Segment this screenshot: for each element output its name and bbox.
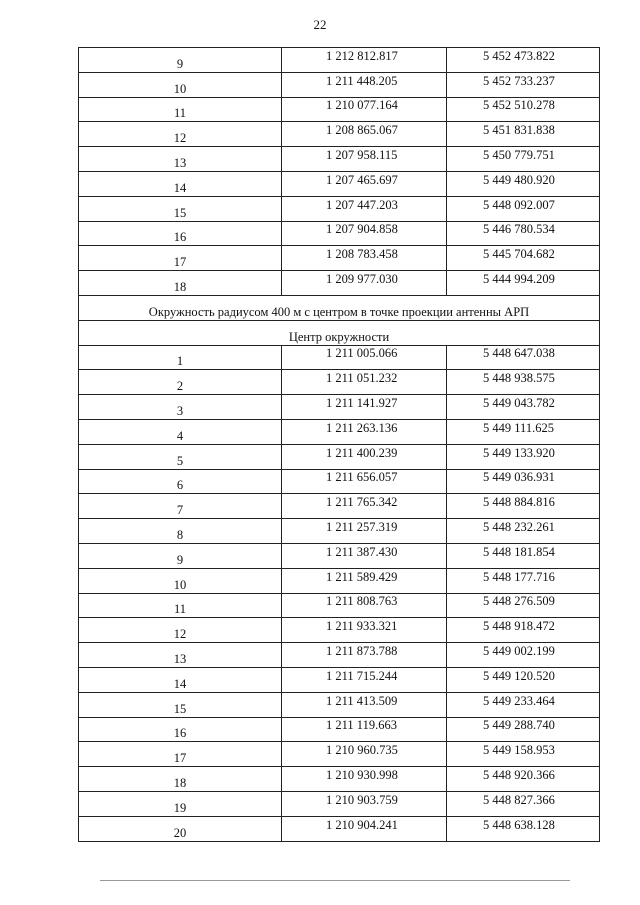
x-coordinate: 1 210 904.241 <box>326 817 398 832</box>
x-coordinate: 1 207 904.858 <box>326 222 398 237</box>
table-row <box>79 72 600 97</box>
table-row <box>79 196 600 221</box>
y-coordinate: 5 449 002.199 <box>483 643 555 658</box>
y-coordinate-cell <box>447 469 600 494</box>
point-number: 13 <box>79 147 282 172</box>
table-row <box>79 791 600 816</box>
x-coordinate: 1 207 465.697 <box>326 172 398 187</box>
point-number: 4 <box>79 419 282 444</box>
table-row <box>79 593 600 618</box>
y-coordinate-cell <box>447 667 600 692</box>
x-coordinate-cell <box>282 147 447 172</box>
y-coordinate-cell <box>447 395 600 420</box>
x-coordinate: 1 211 765.342 <box>326 495 398 510</box>
y-coordinate-cell <box>447 494 600 519</box>
table-row <box>79 742 600 767</box>
x-coordinate: 1 210 077.164 <box>326 98 398 113</box>
x-coordinate-cell <box>282 48 447 73</box>
x-coordinate-cell <box>282 171 447 196</box>
table-row <box>79 97 600 122</box>
point-number: 11 <box>79 97 282 122</box>
point-number: 12 <box>79 618 282 643</box>
x-coordinate-cell <box>282 370 447 395</box>
x-coordinate: 1 211 413.509 <box>326 693 398 708</box>
y-coordinate-cell <box>447 48 600 73</box>
table-row <box>79 171 600 196</box>
x-coordinate-cell <box>282 345 447 370</box>
y-coordinate-cell <box>447 171 600 196</box>
x-coordinate-cell <box>282 494 447 519</box>
point-number: 10 <box>79 568 282 593</box>
x-coordinate: 1 211 873.788 <box>326 643 398 658</box>
point-number: 3 <box>79 395 282 420</box>
y-coordinate: 5 451 831.838 <box>483 123 555 138</box>
y-coordinate: 5 448 232.261 <box>483 519 555 534</box>
y-coordinate-cell <box>447 791 600 816</box>
x-coordinate: 1 210 930.998 <box>326 767 398 782</box>
y-coordinate-cell <box>447 246 600 271</box>
x-coordinate-cell <box>282 519 447 544</box>
y-coordinate-cell <box>447 593 600 618</box>
x-coordinate-cell <box>282 72 447 97</box>
y-coordinate-cell <box>447 444 600 469</box>
point-number: 10 <box>79 72 282 97</box>
point-number: 9 <box>79 48 282 73</box>
y-coordinate: 5 448 920.366 <box>483 767 555 782</box>
section-title: Окружность радиусом 400 м с центром в точке проекции антенны АРП <box>79 295 600 320</box>
table-row <box>79 469 600 494</box>
x-coordinate-cell <box>282 791 447 816</box>
table-row <box>79 48 600 73</box>
table-row <box>79 494 600 519</box>
x-coordinate-cell <box>282 395 447 420</box>
x-coordinate-cell <box>282 692 447 717</box>
point-number: 16 <box>79 221 282 246</box>
y-coordinate-cell <box>447 692 600 717</box>
x-coordinate-cell <box>282 271 447 296</box>
x-coordinate: 1 211 141.927 <box>326 395 398 410</box>
point-number: 12 <box>79 122 282 147</box>
table-row <box>79 618 600 643</box>
x-coordinate: 1 212 812.817 <box>326 48 398 63</box>
y-coordinate-cell <box>447 370 600 395</box>
point-number: 9 <box>79 543 282 568</box>
point-number: 6 <box>79 469 282 494</box>
table-row <box>79 122 600 147</box>
y-coordinate-cell <box>447 271 600 296</box>
y-coordinate-cell <box>447 147 600 172</box>
point-number: 14 <box>79 171 282 196</box>
table-section-circle <box>79 295 600 345</box>
center-label: Центр окружности <box>79 320 600 345</box>
x-coordinate-cell <box>282 97 447 122</box>
y-coordinate-cell <box>447 72 600 97</box>
x-coordinate: 1 211 715.244 <box>326 668 398 683</box>
table-row <box>79 717 600 742</box>
point-number: 15 <box>79 196 282 221</box>
y-coordinate: 5 448 647.038 <box>483 346 555 361</box>
x-coordinate-cell <box>282 643 447 668</box>
y-coordinate-cell <box>447 643 600 668</box>
y-coordinate: 5 452 510.278 <box>483 98 555 113</box>
point-number: 17 <box>79 246 282 271</box>
table-section-top <box>79 48 600 296</box>
point-number: 7 <box>79 494 282 519</box>
y-coordinate-cell <box>447 419 600 444</box>
page-number: 22 <box>313 17 327 32</box>
y-coordinate-cell <box>447 221 600 246</box>
y-coordinate: 5 449 480.920 <box>483 172 555 187</box>
y-coordinate: 5 448 276.509 <box>483 594 555 609</box>
y-coordinate-cell <box>447 816 600 841</box>
table-row <box>79 692 600 717</box>
y-coordinate: 5 448 827.366 <box>483 792 555 807</box>
center-label-row <box>79 320 600 345</box>
x-coordinate-cell <box>282 667 447 692</box>
point-number: 18 <box>79 271 282 296</box>
table-row <box>79 419 600 444</box>
table-row <box>79 543 600 568</box>
point-number: 20 <box>79 816 282 841</box>
x-coordinate: 1 211 005.066 <box>326 346 398 361</box>
coordinates-table <box>78 47 600 842</box>
y-coordinate-cell <box>447 568 600 593</box>
y-coordinate-cell <box>447 767 600 792</box>
y-coordinate: 5 448 638.128 <box>483 817 555 832</box>
table-row <box>79 271 600 296</box>
x-coordinate: 1 211 387.430 <box>326 544 398 559</box>
x-coordinate: 1 211 808.763 <box>326 594 398 609</box>
point-number: 1 <box>79 345 282 370</box>
table-row <box>79 395 600 420</box>
table-row <box>79 568 600 593</box>
x-coordinate-cell <box>282 221 447 246</box>
y-coordinate: 5 449 133.920 <box>483 445 555 460</box>
x-coordinate: 1 211 656.057 <box>326 470 398 485</box>
x-coordinate: 1 211 933.321 <box>326 619 398 634</box>
y-coordinate: 5 449 158.953 <box>483 743 555 758</box>
y-coordinate: 5 452 733.237 <box>483 73 555 88</box>
point-number: 13 <box>79 643 282 668</box>
y-coordinate: 5 449 120.520 <box>483 668 555 683</box>
table-row <box>79 345 600 370</box>
y-coordinate: 5 446 780.534 <box>483 222 555 237</box>
y-coordinate: 5 448 938.575 <box>483 371 555 386</box>
y-coordinate-cell <box>447 196 600 221</box>
x-coordinate-cell <box>282 767 447 792</box>
y-coordinate: 5 452 473.822 <box>483 48 555 63</box>
table-row <box>79 221 600 246</box>
x-coordinate: 1 207 447.203 <box>326 197 398 212</box>
point-number: 17 <box>79 742 282 767</box>
table-row <box>79 370 600 395</box>
table-row <box>79 816 600 841</box>
point-number: 19 <box>79 791 282 816</box>
table-row <box>79 643 600 668</box>
point-number: 11 <box>79 593 282 618</box>
x-coordinate-cell <box>282 618 447 643</box>
table-row <box>79 767 600 792</box>
y-coordinate: 5 448 884.816 <box>483 495 555 510</box>
x-coordinate: 1 211 400.239 <box>326 445 398 460</box>
y-coordinate-cell <box>447 345 600 370</box>
x-coordinate: 1 210 903.759 <box>326 792 398 807</box>
x-coordinate: 1 208 783.458 <box>326 247 398 262</box>
y-coordinate-cell <box>447 543 600 568</box>
x-coordinate: 1 209 977.030 <box>326 271 398 286</box>
x-coordinate-cell <box>282 246 447 271</box>
x-coordinate: 1 210 960.735 <box>326 743 398 758</box>
y-coordinate-cell <box>447 742 600 767</box>
x-coordinate-cell <box>282 444 447 469</box>
x-coordinate-cell <box>282 742 447 767</box>
y-coordinate: 5 449 288.740 <box>483 718 555 733</box>
y-coordinate: 5 444 994.209 <box>483 271 555 286</box>
table-row <box>79 667 600 692</box>
x-coordinate: 1 211 257.319 <box>326 519 398 534</box>
x-coordinate: 1 207 958.115 <box>326 147 398 162</box>
point-number: 5 <box>79 444 282 469</box>
x-coordinate: 1 211 263.136 <box>326 420 398 435</box>
x-coordinate-cell <box>282 816 447 841</box>
x-coordinate: 1 211 051.232 <box>326 371 398 386</box>
x-coordinate-cell <box>282 543 447 568</box>
point-number: 18 <box>79 767 282 792</box>
x-coordinate-cell <box>282 568 447 593</box>
y-coordinate: 5 445 704.682 <box>483 247 555 262</box>
x-coordinate: 1 211 589.429 <box>326 569 398 584</box>
x-coordinate-cell <box>282 469 447 494</box>
table-section-circle-points <box>79 345 600 841</box>
y-coordinate: 5 448 181.854 <box>483 544 555 559</box>
point-number: 8 <box>79 519 282 544</box>
x-coordinate: 1 211 448.205 <box>326 73 398 88</box>
x-coordinate: 1 208 865.067 <box>326 123 398 138</box>
y-coordinate: 5 448 092.007 <box>483 197 555 212</box>
x-coordinate-cell <box>282 196 447 221</box>
y-coordinate-cell <box>447 519 600 544</box>
y-coordinate: 5 450 779.751 <box>483 147 555 162</box>
table-row <box>79 246 600 271</box>
x-coordinate-cell <box>282 593 447 618</box>
point-number: 16 <box>79 717 282 742</box>
section-title-row <box>79 295 600 320</box>
y-coordinate: 5 449 036.931 <box>483 470 555 485</box>
y-coordinate-cell <box>447 97 600 122</box>
x-coordinate-cell <box>282 717 447 742</box>
y-coordinate: 5 449 233.464 <box>483 693 555 708</box>
y-coordinate-cell <box>447 618 600 643</box>
table-row <box>79 519 600 544</box>
y-coordinate-cell <box>447 122 600 147</box>
y-coordinate: 5 449 111.625 <box>483 420 554 435</box>
point-number: 15 <box>79 692 282 717</box>
table-row <box>79 147 600 172</box>
y-coordinate: 5 448 918.472 <box>483 619 555 634</box>
point-number: 14 <box>79 667 282 692</box>
table-row <box>79 444 600 469</box>
x-coordinate: 1 211 119.663 <box>326 718 397 733</box>
y-coordinate: 5 448 177.716 <box>483 569 555 584</box>
x-coordinate-cell <box>282 419 447 444</box>
page-bottom-rule <box>100 880 570 881</box>
y-coordinate: 5 449 043.782 <box>483 395 555 410</box>
y-coordinate-cell <box>447 717 600 742</box>
x-coordinate-cell <box>282 122 447 147</box>
point-number: 2 <box>79 370 282 395</box>
